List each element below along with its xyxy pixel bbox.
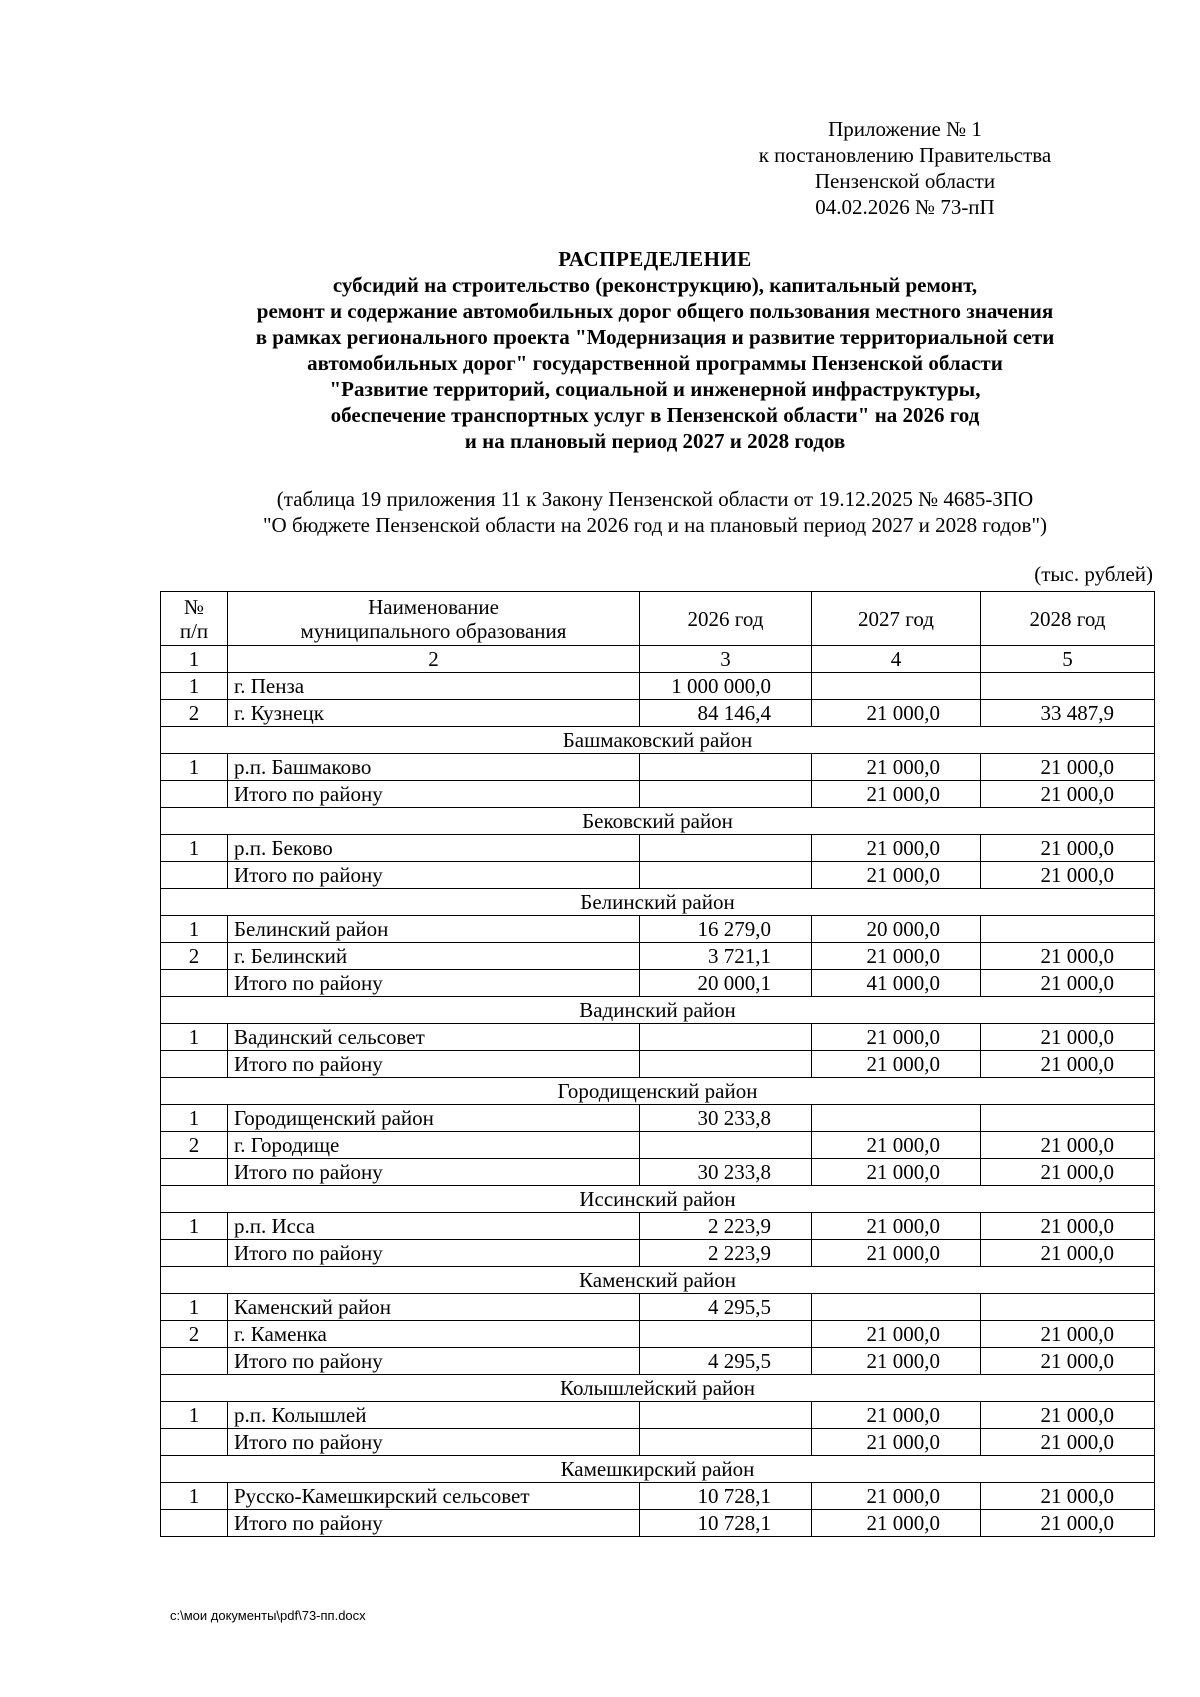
value-2028: 21 000,0	[981, 1483, 1155, 1510]
value-2028: 21 000,0	[981, 1402, 1155, 1429]
value-2026: 84 146,4	[640, 700, 812, 727]
header-2028: 2028 год	[981, 592, 1155, 646]
district-total-row	[161, 1510, 1155, 1537]
row-number: 2	[161, 700, 228, 727]
municipality-name: Вадинский сельсовет	[228, 1024, 640, 1051]
row-number: 1	[161, 1213, 228, 1240]
district-name: Камешкирский район	[161, 1456, 1155, 1483]
value-2026	[640, 1321, 812, 1348]
district-name: Колышлейский район	[161, 1375, 1155, 1402]
value-2027: 21 000,0	[812, 1429, 981, 1456]
municipality-name: Итого по району	[228, 970, 640, 997]
table-row	[161, 1105, 1155, 1132]
value-2027: 21 000,0	[812, 1483, 981, 1510]
row-number: 1	[161, 754, 228, 781]
value-2027: 21 000,0	[812, 700, 981, 727]
table-row	[161, 673, 1155, 700]
municipality-name: г. Каменка	[228, 1321, 640, 1348]
header-2027: 2027 год	[812, 592, 981, 646]
value-2027: 41 000,0	[812, 970, 981, 997]
header-num-line-2: п/п	[179, 618, 209, 643]
value-2026	[640, 1429, 812, 1456]
value-2028: 21 000,0	[981, 1159, 1155, 1186]
value-2027: 21 000,0	[812, 1213, 981, 1240]
district-name: Городищенский район	[161, 1078, 1155, 1105]
distribution-table	[160, 591, 1155, 1537]
title-line: "Развитие территорий, социальной и инженерной инфраструктуры,	[329, 377, 981, 401]
district-name: Иссинский район	[161, 1186, 1155, 1213]
table-row	[161, 916, 1155, 943]
value-2027: 21 000,0	[812, 1348, 981, 1375]
table-row	[161, 1024, 1155, 1051]
value-2027: 21 000,0	[812, 781, 981, 808]
district-header-row	[161, 1456, 1155, 1483]
row-number	[161, 1159, 228, 1186]
index-cell: 4	[812, 646, 981, 673]
value-2028	[981, 1294, 1155, 1321]
municipality-name: г. Кузнецк	[228, 700, 640, 727]
municipality-name: Итого по району	[228, 1429, 640, 1456]
district-total-row	[161, 970, 1155, 997]
row-number: 1	[161, 835, 228, 862]
units-label: (тыс. рублей)	[1034, 562, 1153, 586]
index-cell: 2	[228, 646, 640, 673]
value-2027: 21 000,0	[812, 1051, 981, 1078]
value-2028: 21 000,0	[981, 1132, 1155, 1159]
value-2026	[640, 835, 812, 862]
district-header-row	[161, 1375, 1155, 1402]
value-2028: 21 000,0	[981, 1321, 1155, 1348]
value-2028: 21 000,0	[981, 1348, 1155, 1375]
district-name: Каменский район	[161, 1267, 1155, 1294]
value-2026: 20 000,1	[640, 970, 812, 997]
table-header-row	[161, 592, 1155, 646]
row-number: 1	[161, 1294, 228, 1321]
value-2026: 30 233,8	[640, 1105, 812, 1132]
header-num	[161, 592, 228, 646]
title-line: ремонт и содержание автомобильных дорог общего пользования местного значения	[256, 299, 1054, 323]
row-number	[161, 1240, 228, 1267]
appendix-header	[730, 116, 1080, 220]
district-total-row	[161, 1429, 1155, 1456]
value-2026: 2 223,9	[640, 1240, 812, 1267]
title-line: субсидий на строительство (реконструкцию), капитальный ремонт,	[332, 273, 978, 297]
value-2027: 21 000,0	[812, 1402, 981, 1429]
value-2028: 21 000,0	[981, 943, 1155, 970]
district-header-row	[161, 808, 1155, 835]
district-header-row	[161, 1267, 1155, 1294]
municipality-name: Итого по району	[228, 1348, 640, 1375]
district-header-row	[161, 727, 1155, 754]
title-line: автомобильных дорог" государственной программы Пензенской области	[307, 351, 1003, 375]
value-2028: 21 000,0	[981, 835, 1155, 862]
value-2028	[981, 673, 1155, 700]
row-number: 1	[161, 673, 228, 700]
value-2028: 21 000,0	[981, 1213, 1155, 1240]
source-line-2: "О бюджете Пензенской области на 2026 год и на плановый период 2027 и 2028 годов")	[262, 513, 1048, 537]
value-2026: 4 295,5	[640, 1348, 812, 1375]
municipality-name: Итого по району	[228, 1159, 640, 1186]
appendix-line-1: Приложение № 1	[828, 117, 982, 141]
value-2027: 20 000,0	[812, 916, 981, 943]
table-row	[161, 1483, 1155, 1510]
source-reference	[150, 486, 1160, 538]
value-2026: 16 279,0	[640, 916, 812, 943]
table-row	[161, 1402, 1155, 1429]
value-2027: 21 000,0	[812, 862, 981, 889]
index-cell: 3	[640, 646, 812, 673]
district-header-row	[161, 1186, 1155, 1213]
row-number	[161, 862, 228, 889]
value-2028: 21 000,0	[981, 1510, 1155, 1537]
district-name: Белинский район	[161, 889, 1155, 916]
municipality-name: р.п. Исса	[228, 1213, 640, 1240]
municipality-name: г. Белинский	[228, 943, 640, 970]
row-number	[161, 1429, 228, 1456]
table-row	[161, 943, 1155, 970]
value-2026	[640, 781, 812, 808]
value-2026: 4 295,5	[640, 1294, 812, 1321]
title-line: в рамках регионального проекта "Модернизация и развитие территориальной сети	[255, 325, 1055, 349]
value-2027	[812, 673, 981, 700]
value-2026	[640, 1132, 812, 1159]
municipality-name: Итого по району	[228, 1510, 640, 1537]
municipality-name: Итого по району	[228, 781, 640, 808]
municipality-name: р.п. Колышлей	[228, 1402, 640, 1429]
value-2028	[981, 916, 1155, 943]
value-2027: 21 000,0	[812, 754, 981, 781]
value-2028	[981, 1105, 1155, 1132]
row-number: 1	[161, 1024, 228, 1051]
row-number: 1	[161, 916, 228, 943]
municipality-name: Итого по району	[228, 1240, 640, 1267]
header-name	[228, 592, 640, 646]
title-line: и на плановый период 2027 и 2028 годов	[464, 429, 846, 453]
row-number	[161, 1051, 228, 1078]
value-2026: 2 223,9	[640, 1213, 812, 1240]
municipality-name: Итого по району	[228, 862, 640, 889]
municipality-name: Белинский район	[228, 916, 640, 943]
district-header-row	[161, 997, 1155, 1024]
district-total-row	[161, 1348, 1155, 1375]
value-2028: 21 000,0	[981, 781, 1155, 808]
value-2026: 10 728,1	[640, 1510, 812, 1537]
district-name: Башмаковский район	[161, 727, 1155, 754]
value-2026: 30 233,8	[640, 1159, 812, 1186]
district-name: Бековский район	[161, 808, 1155, 835]
table-row	[161, 700, 1155, 727]
title-main: РАСПРЕДЕЛЕНИЕ	[558, 247, 752, 271]
title-line: обеспечение транспортных услуг в Пензенской области" на 2026 год	[330, 403, 980, 427]
district-name: Вадинский район	[161, 997, 1155, 1024]
value-2028: 21 000,0	[981, 1024, 1155, 1051]
municipality-name: г. Пенза	[228, 673, 640, 700]
header-name-line-2: муниципального образования	[300, 618, 567, 643]
row-number: 1	[161, 1402, 228, 1429]
source-line-1: (таблица 19 приложения 11 к Закону Пензенской области от 19.12.2025 № 4685-ЗПО	[276, 487, 1034, 511]
value-2027: 21 000,0	[812, 943, 981, 970]
appendix-line-3: Пензенской области	[814, 169, 996, 193]
value-2027: 21 000,0	[812, 1132, 981, 1159]
municipality-name: р.п. Башмаково	[228, 754, 640, 781]
municipality-name: р.п. Беково	[228, 835, 640, 862]
table-row	[161, 1132, 1155, 1159]
index-cell: 1	[161, 646, 228, 673]
value-2026	[640, 1024, 812, 1051]
value-2027	[812, 1294, 981, 1321]
value-2026	[640, 754, 812, 781]
value-2026: 10 728,1	[640, 1483, 812, 1510]
value-2027: 21 000,0	[812, 1510, 981, 1537]
row-number	[161, 1348, 228, 1375]
document-title	[150, 246, 1160, 454]
value-2026: 3 721,1	[640, 943, 812, 970]
appendix-line-4: 04.02.2026 № 73-пП	[815, 195, 995, 219]
table-row	[161, 754, 1155, 781]
row-number: 2	[161, 1321, 228, 1348]
value-2028: 21 000,0	[981, 1240, 1155, 1267]
header-num-line-1: №	[183, 594, 205, 619]
value-2027: 21 000,0	[812, 1159, 981, 1186]
value-2028: 21 000,0	[981, 1429, 1155, 1456]
value-2027: 21 000,0	[812, 1024, 981, 1051]
value-2026	[640, 1402, 812, 1429]
row-number: 2	[161, 943, 228, 970]
table-row	[161, 1321, 1155, 1348]
district-total-row	[161, 1159, 1155, 1186]
municipality-name: Городищенский район	[228, 1105, 640, 1132]
district-total-row	[161, 862, 1155, 889]
row-number	[161, 1510, 228, 1537]
municipality-name: Русско-Камешкирский сельсовет	[228, 1483, 640, 1510]
municipality-name: г. Городище	[228, 1132, 640, 1159]
row-number	[161, 970, 228, 997]
index-cell: 5	[981, 646, 1155, 673]
value-2028: 21 000,0	[981, 970, 1155, 997]
table-row	[161, 1213, 1155, 1240]
row-number: 2	[161, 1132, 228, 1159]
value-2028: 21 000,0	[981, 1051, 1155, 1078]
file-path-footer: c:\мои документы\pdf\73-пп.docx	[170, 1608, 366, 1623]
row-number: 1	[161, 1105, 228, 1132]
district-header-row	[161, 889, 1155, 916]
district-header-row	[161, 1078, 1155, 1105]
district-total-row	[161, 781, 1155, 808]
value-2027: 21 000,0	[812, 835, 981, 862]
value-2027: 21 000,0	[812, 1321, 981, 1348]
row-number	[161, 781, 228, 808]
value-2028: 33 487,9	[981, 700, 1155, 727]
district-total-row	[161, 1051, 1155, 1078]
district-total-row	[161, 1240, 1155, 1267]
value-2027	[812, 1105, 981, 1132]
table-row	[161, 835, 1155, 862]
value-2026	[640, 862, 812, 889]
header-2026: 2026 год	[640, 592, 812, 646]
column-index-row	[161, 646, 1155, 673]
value-2026	[640, 1051, 812, 1078]
value-2026: 1 000 000,0	[640, 673, 812, 700]
table-row	[161, 1294, 1155, 1321]
municipality-name: Каменский район	[228, 1294, 640, 1321]
row-number: 1	[161, 1483, 228, 1510]
municipality-name: Итого по району	[228, 1051, 640, 1078]
value-2028: 21 000,0	[981, 754, 1155, 781]
appendix-line-2: к постановлению Правительства	[758, 143, 1052, 167]
value-2028: 21 000,0	[981, 862, 1155, 889]
value-2027: 21 000,0	[812, 1240, 981, 1267]
header-name-line-1: Наименование	[368, 594, 499, 619]
